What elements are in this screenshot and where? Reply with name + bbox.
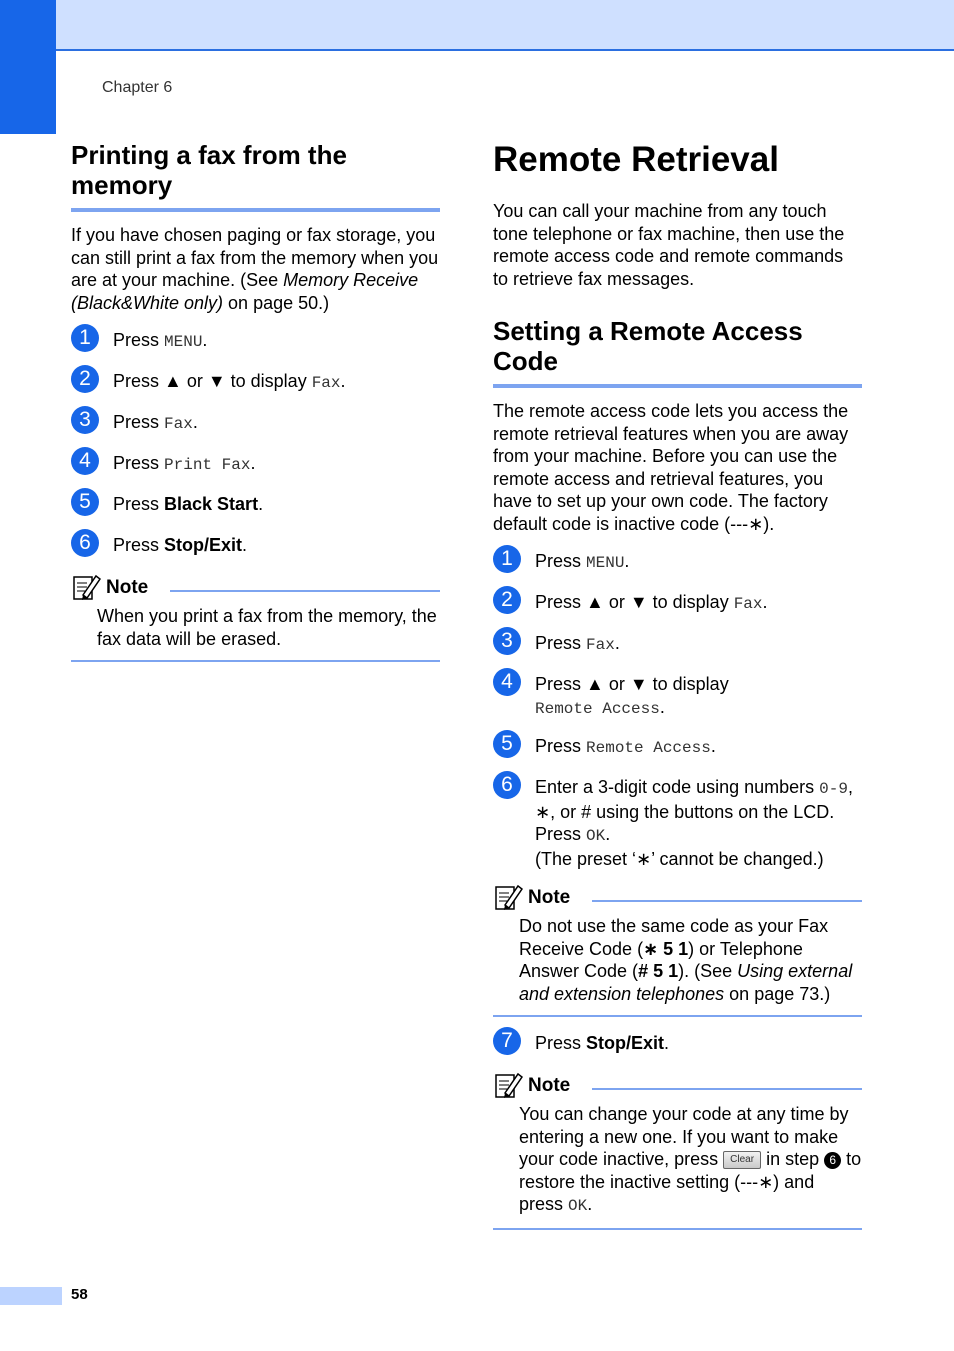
step-text-post: . [192, 412, 198, 432]
chapter-label: Chapter 6 [102, 79, 173, 96]
step-4 [71, 450, 440, 478]
note-text-part: to restore the inactive setting (---∗) and press [519, 1149, 862, 1214]
step-text [535, 548, 862, 575]
step-3 [71, 409, 440, 437]
step-2 [493, 589, 862, 617]
step-text [113, 327, 440, 354]
step-number-badge: 4 [71, 447, 99, 475]
lcd-text: MENU [164, 333, 203, 351]
note-text: When you print a fax from the memory, the fax data will be erased. [97, 606, 437, 649]
step-text [113, 450, 440, 477]
lcd-text: Fax [733, 595, 763, 613]
note-rule [592, 900, 862, 902]
intro-text-end: on page 50.) [223, 292, 330, 313]
step-number-badge: 7 [493, 1027, 521, 1055]
remote-code-steps-cont [493, 1030, 862, 1058]
lcd-text: Remote Access [586, 739, 711, 757]
step-text-pre: Enter a 3-digit code using numbers [535, 777, 820, 797]
note-pencil-icon [493, 1071, 523, 1101]
step-number-badge: 6 [71, 529, 99, 557]
print-fax-intro [71, 224, 440, 314]
left-column [71, 140, 440, 662]
section-title-remote-code: Setting a Remote Access Code [493, 316, 862, 388]
note-title: Note [106, 576, 149, 598]
telephone-answer-code: # 5 1 [638, 961, 679, 981]
step-text-post: . [762, 592, 768, 612]
step-text-post: . [659, 696, 665, 717]
note-pencil-icon [71, 573, 101, 603]
intro-ref: Memory Receive (Black&White only) [71, 270, 419, 313]
step-text-pre: Press ▲ or ▼ to display [535, 674, 729, 694]
step-3 [493, 630, 862, 658]
note-header [71, 573, 440, 603]
step-number-badge: 2 [493, 586, 521, 614]
note-text-part: . [587, 1194, 593, 1214]
fax-receive-code: ∗ 5 1 [643, 938, 689, 959]
step-text [113, 532, 440, 557]
step-text-pre: Press [535, 633, 587, 653]
step-text [535, 1030, 862, 1055]
page-title: Remote Retrieval [493, 140, 779, 179]
intro-text: If you have chosen paging or fax storage, you can still print a fax from the memory when you are at your machine. (See [71, 225, 439, 290]
note-title: Note [528, 1074, 571, 1096]
step-text-post: . [202, 330, 208, 350]
note-title: Note [528, 886, 571, 908]
step-text-pre: Press [535, 551, 587, 571]
lcd-text: Print Fax [164, 456, 251, 474]
chapter-tab [0, 0, 56, 134]
note-box [71, 573, 440, 662]
note-text-part: on page 73.) [724, 983, 831, 1004]
lcd-text: 0-9 [819, 780, 848, 798]
step-text-pre: Press [113, 453, 165, 473]
step-4 [493, 671, 862, 720]
page-number: 58 [71, 1286, 88, 1303]
note-text-part: ). (See [678, 961, 738, 981]
remote-code-steps [493, 548, 862, 870]
note-text-part: ) or Telephone Answer Code ( [519, 938, 803, 981]
lcd-text: Remote Access [535, 699, 660, 718]
step-5 [71, 491, 440, 519]
step-number-badge: 5 [493, 730, 521, 758]
step-1 [493, 548, 862, 576]
step-text [535, 630, 862, 657]
step-text [113, 491, 440, 516]
step-number-badge: 3 [71, 406, 99, 434]
note-pencil-icon [493, 883, 523, 913]
step-text-post: . [605, 824, 611, 844]
note-text-part: You can change your code at any time by entering a new one. If you want to make your code inactive, press [519, 1104, 849, 1169]
step-text-line: (The preset ‘∗’ cannot be changed.) [535, 848, 824, 869]
step-text [113, 368, 440, 395]
clear-key-icon: Clear [723, 1151, 761, 1169]
key-name: Black Start [164, 494, 259, 514]
step-text-post: . [340, 371, 346, 391]
print-fax-steps [71, 327, 440, 560]
step-ref-badge: 6 [824, 1152, 841, 1169]
step-number-badge: 3 [493, 627, 521, 655]
key-name: Stop/Exit [164, 535, 243, 555]
step-text-post: . [710, 736, 716, 756]
step-text-pre: Press [113, 535, 165, 555]
step-text-line: ∗, or # using the buttons on the LCD. [535, 801, 835, 822]
footer-band [0, 1287, 62, 1305]
section-title-print-fax: Printing a fax from the memory [71, 140, 440, 212]
note-header [493, 1071, 862, 1101]
step-text [535, 774, 862, 870]
step-text-post: . [258, 494, 264, 514]
lcd-text: Fax [164, 415, 193, 433]
step-number-badge: 5 [71, 488, 99, 516]
note-rule [170, 590, 440, 592]
lcd-text: Fax [311, 374, 341, 392]
remote-retrieval-intro: You can call your machine from any touch tone telephone or fax machine, then use the remote access code and remote commands to retrieve fax messages. [493, 201, 845, 289]
step-text-post: , [847, 777, 853, 797]
note-text [519, 1103, 862, 1218]
step-text-post: . [242, 535, 248, 555]
step-number-badge: 1 [71, 324, 99, 352]
step-text [535, 589, 862, 616]
step-number-badge: 6 [493, 771, 521, 799]
note-text-part: in step [761, 1149, 825, 1169]
step-number-badge: 1 [493, 545, 521, 573]
lcd-text: Fax [586, 636, 615, 654]
step-6 [493, 774, 862, 870]
step-text-pre: Press ▲ or ▼ to display [113, 371, 312, 391]
step-text [535, 671, 862, 720]
step-number-badge: 2 [71, 365, 99, 393]
step-text [535, 733, 862, 760]
step-text-post: . [624, 551, 630, 571]
note-text-part: Do not use the same code as your Fax Receive Code ( [519, 916, 829, 959]
note-rule [592, 1088, 862, 1090]
step-1 [71, 327, 440, 355]
step-text-post: . [614, 633, 620, 653]
step-2 [71, 368, 440, 396]
lcd-text: OK [568, 1197, 588, 1215]
remote-code-intro: The remote access code lets you access the remote retrieval features when you are away from your machine. Before you can use the remote access and retrieval features, you have to set up your own code. The factory default code is inactive code (---∗). [493, 401, 849, 534]
step-text [113, 409, 440, 436]
step-text-post: . [664, 1033, 670, 1053]
note-ref: Using external and extension telephones [519, 961, 853, 1004]
header-band [0, 0, 954, 51]
lcd-text: OK [586, 827, 606, 845]
step-text-pre: Press ▲ or ▼ to display [535, 592, 734, 612]
right-column [493, 140, 862, 1230]
step-text-pre: Press [535, 736, 587, 756]
step-text-pre: Press [113, 494, 165, 514]
step-text-post: . [250, 453, 256, 473]
step-text-pre: Press [535, 824, 587, 844]
note-text [519, 915, 862, 1005]
note-box [493, 883, 862, 1017]
lcd-text: MENU [586, 554, 625, 572]
step-text-pre: Press [113, 412, 165, 432]
step-6 [71, 532, 440, 560]
note-box [493, 1071, 862, 1230]
step-5 [493, 733, 862, 761]
step-number-badge: 4 [493, 668, 521, 696]
step-7 [493, 1030, 862, 1058]
step-text-pre: Press [535, 1033, 587, 1053]
key-name: Stop/Exit [586, 1033, 665, 1053]
step-text-pre: Press [113, 330, 165, 350]
note-header [493, 883, 862, 913]
